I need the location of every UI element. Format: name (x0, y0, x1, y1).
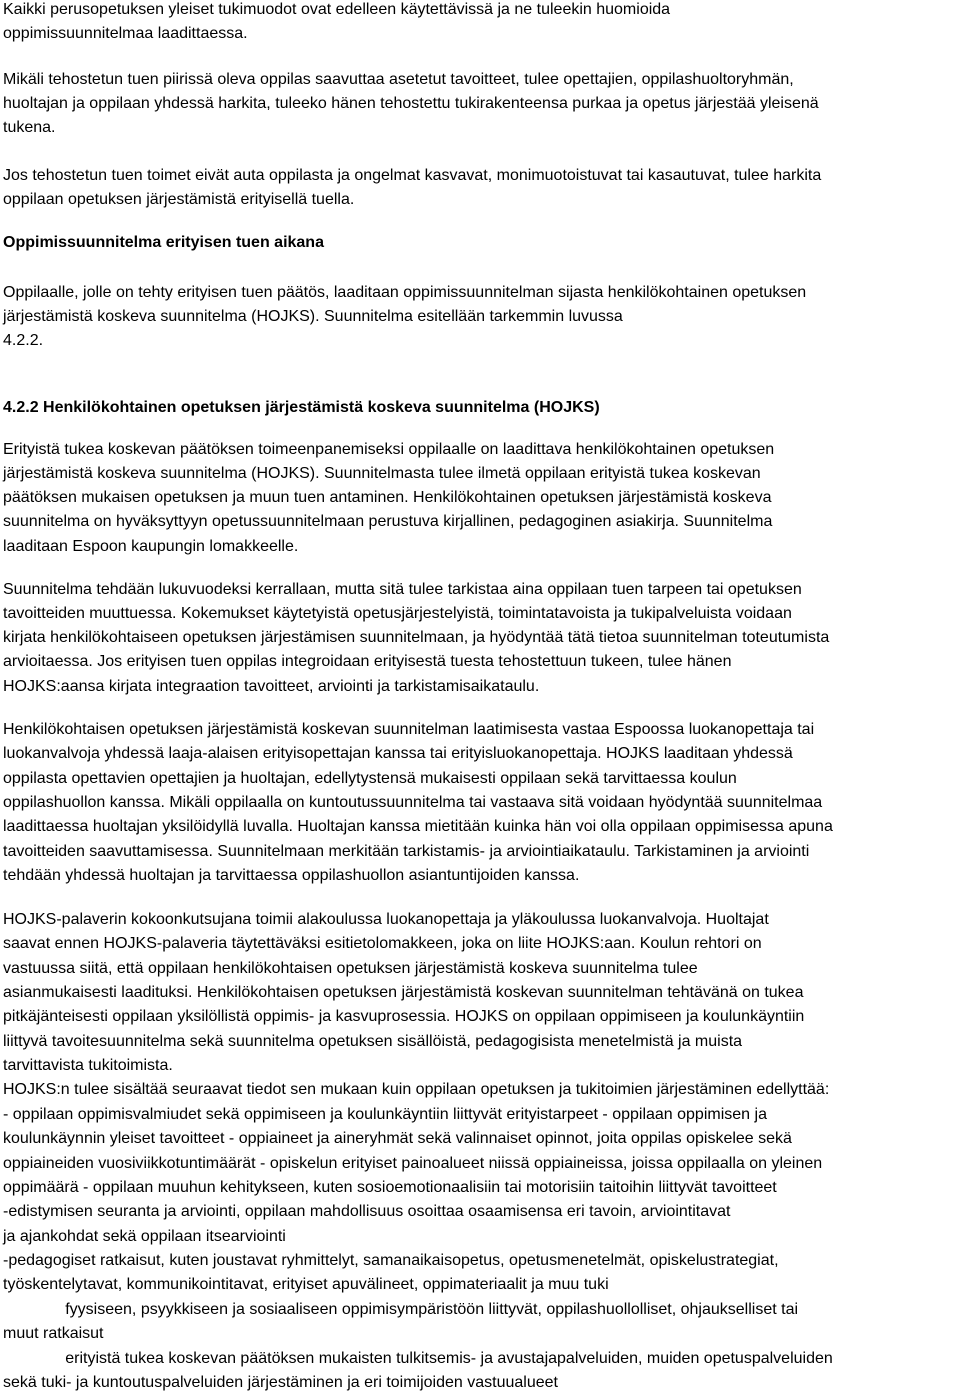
text-line: saavat ennen HOJKS-palaveria täytettäväksi esitietolomakkeen, joka on liite HOJKS:aan. Koulun rehtori on (3, 935, 762, 952)
text-line: liittyvä tavoitesuunnitelma sekä suunnitelma opetuksen sisällöistä, pedagogisista menetelmistä ja muista (3, 1033, 743, 1050)
text-line: työskentelytavat, kommunikointitavat, erityiset apuvälineet, oppimateriaalit ja muu tuki (3, 1276, 609, 1293)
text-line: oppimissuunnitelmaa laadittaessa. (3, 25, 248, 42)
text-line: päätöksen mukaisen opetuksen ja muun tuen antaminen. Henkilökohtainen opetuksen järjestämistä koskeva (3, 489, 772, 506)
text-line: ja ajankohdat sekä oppilaan itsearviointi (3, 1228, 286, 1245)
text-line: Henkilökohtaisen opetuksen järjestämistä koskevan suunnitelman laatimisesta vastaa Espoossa luokanopettaja tai (3, 721, 815, 738)
text-line: tehdään yhdessä huoltajan ja tarvittaessa oppilashuollon asiantuntijoiden kanssa. (3, 867, 580, 884)
text-line: HOJKS:n tulee sisältää seuraavat tiedot sen mukaan kuin oppilaan opetuksen ja tukitoimien järjestäminen edellyttää: (3, 1081, 830, 1098)
text-line: laadittaessa huoltajan yksilöidyllä luvalla. Huoltajan kanssa mietitään kuinka hän voi olla oppilaan oppimisessa apuna (3, 818, 833, 835)
text-line: HOJKS-palaverin kokoonkutsujana toimii alakoulussa luokanopettaja ja yläkoulussa luokanvalvoja. Huoltajat (3, 911, 769, 928)
text-line: Jos tehostetun tuen toimet eivät auta oppilasta ja ongelmat kasvavat, monimuotoistuvat tai kasautuvat, tulee harkita (3, 167, 822, 184)
text-line: oppilasta opettavien opettajien ja huoltajan, edellytystensä mukaisesti oppilaan sekä tarvittaessa koulun (3, 770, 737, 787)
text-line: kirjata henkilökohtaiseen opetuksen järjestämisen suunnitelmaan, ja hyödyntää tätä tietoa suunnitelman toteutumista (3, 629, 830, 646)
text-line: -edistymisen seuranta ja arviointi, oppilaan mahdollisuus osoittaa osaamisensa eri tavoin, arviointitavat (3, 1203, 731, 1220)
text-line: huoltajan ja oppilaan yhdessä harkita, tuleeko hänen tehostettu tukirakenteensa purkaa ja opetus järjestää yleisenä (3, 95, 819, 112)
text-line: järjestämistä koskeva suunnitelma (HOJKS). Suunnitelmasta tulee ilmetä oppilaan erityistä tukea koskevan (3, 465, 761, 482)
text-line: oppilashuollon kanssa. Mikäli oppilaalla on kuntoutussuunnitelma tai vastaava sitä voidaan hyödyntää suunnitelmaa (3, 794, 823, 811)
text-line: HOJKS:aansa kirjata integraation tavoitteet, arviointi ja tarkistamisaikataulu. (3, 678, 540, 695)
text-line: Suunnitelma tehdään lukuvuodeksi kerrallaan, mutta sitä tulee tarkistaa aina oppilaan tuen tarpeen tai opetuksen (3, 581, 802, 598)
text-line: Kaikki perusopetuksen yleiset tukimuodot ovat edelleen käytettävissä ja ne tuleekin huomioida (3, 1, 671, 18)
text-line: sekä tuki- ja kuntoutuspalveluiden järjestäminen ja eri toimijoiden vastuualueet (3, 1374, 558, 1391)
text-line: koulunkäynnin yleiset tavoitteet - oppiaineet ja aineryhmät sekä valinnaiset opinnot, joita oppilas opiskelee sekä (3, 1130, 792, 1147)
text-line: -pedagogiset ratkaisut, kuten joustavat ryhmittelyt, samanaikaisopetus, opetusmenetelmät, opiskelustrategiat, (3, 1252, 779, 1269)
section-heading: Oppimissuunnitelma erityisen tuen aikana (3, 234, 324, 251)
text-line: oppiaineiden vuosiviikkotuntimäärät - opiskelun erityiset painoalueet niissä oppiaineissa, joissa oppilaalla on yleinen (3, 1155, 823, 1172)
text-line: Erityistä tukea koskevan päätöksen toimeenpanemiseksi oppilaalle on laadittava henkilökohtainen opetuksen (3, 441, 775, 458)
text-line: vastuussa siitä, että oppilaan henkilökohtaisen opetuksen järjestämistä koskeva suunnitelma tulee (3, 960, 698, 977)
text-line: luokanvalvoja yhdessä laaja-alaisen erityisopettajan kanssa tai erityisluokanopettaja. HOJKS laaditaan yhdessä (3, 745, 793, 762)
text-line: 4.2.2. (3, 332, 44, 349)
text-line: arvioitaessa. Jos erityisen tuen oppilas integroidaan erityisestä tuesta tehostettuun tukeen, tulee hänen (3, 653, 732, 670)
text-line: tavoitteiden saavuttamisessa. Suunnitelmaan merkitään tarkistamis- ja arviointiaikataulu. Tarkistaminen ja arviointi (3, 843, 810, 860)
text-line: pitkäjänteisesti oppilaan yksilöllistä oppimis- ja kasvuprosessia. HOJKS on oppilaan oppimiseen ja koulunkäyntiin (3, 1008, 805, 1025)
text-line: oppilaan opetuksen järjestämistä erityisellä tuella. (3, 191, 355, 208)
text-line: tarvittavista tukitoimista. (3, 1057, 173, 1074)
text-line: muut ratkaisut (3, 1325, 104, 1342)
text-line: laaditaan Espoon kaupungin lomakkeelle. (3, 538, 299, 555)
text-line: Mikäli tehostetun tuen piirissä oleva oppilas saavuttaa asetetut tavoitteet, tulee opettajien, oppilashuoltoryhmän, (3, 71, 794, 88)
text-line: Oppilaalle, jolle on tehty erityisen tuen päätös, laaditaan oppimissuunnitelman sijasta henkilökohtainen opetuksen (3, 284, 807, 301)
text-line: erityistä tukea koskevan päätöksen mukaisten tulkitsemis- ja avustajapalveluiden, muiden opetuspalveluiden (3, 1350, 833, 1367)
text-line: - oppilaan oppimisvalmiudet sekä oppimiseen ja koulunkäyntiin liittyvät erityistarpeet - oppilaan oppimisen ja (3, 1106, 767, 1123)
text-line: tukena. (3, 119, 56, 136)
section-heading: 4.2.2 Henkilökohtainen opetuksen järjestämistä koskeva suunnitelma (HOJKS) (3, 399, 600, 416)
text-line: fyysiseen, psyykkiseen ja sosiaaliseen oppimisympäristöön liittyvät, oppilashuollolliset, ohjaukselliset tai (3, 1301, 799, 1318)
text-line: asianmukaisesti laadituksi. Henkilökohtaisen opetuksen järjestämistä koskevan suunnitelman tehtävänä on tukea (3, 984, 804, 1001)
text-line: järjestämistä koskeva suunnitelma (HOJKS). Suunnitelma esitellään tarkemmin luvussa (3, 308, 623, 325)
text-line: tavoitteiden muuttuessa. Kokemukset käytetyistä opetusjärjestelyistä, toimintatavoista ja tukipalveluista voidaan (3, 605, 792, 622)
text-line: oppimäärä - oppilaan muuhun kehitykseen, kuten sosioemotionaalisiin tai motorisiin taitoihin liittyvät tavoitteet (3, 1179, 777, 1196)
text-line: suunnitelma on hyväksyttyyn opetussuunnitelmaan perustuva kirjallinen, pedagoginen asiakirja. Suunnitelma (3, 513, 773, 530)
